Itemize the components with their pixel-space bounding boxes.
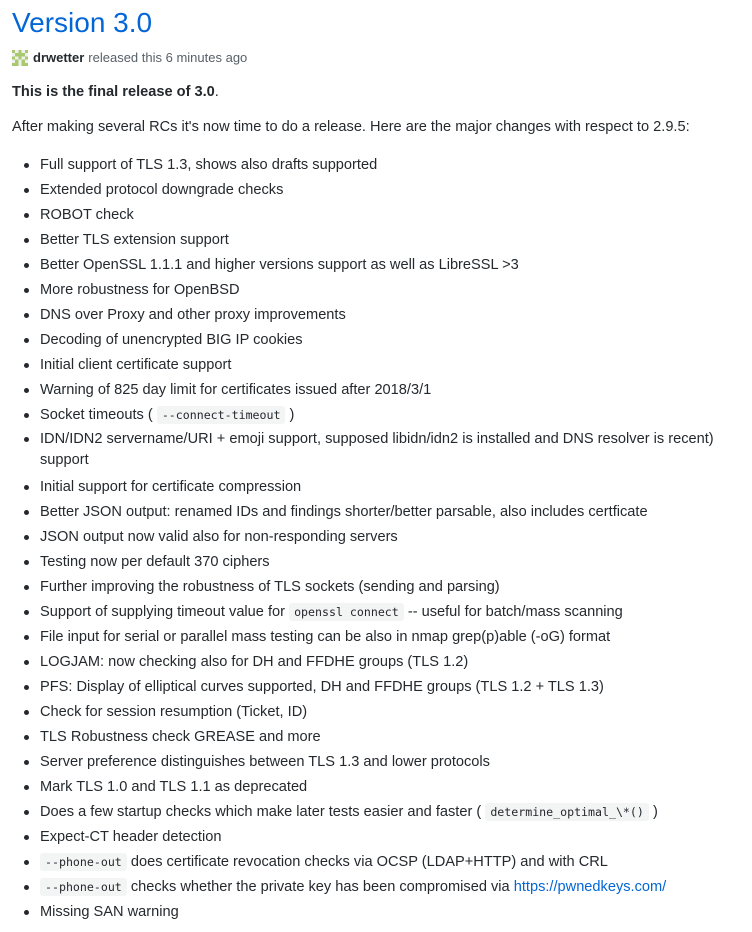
list-item: Missing SAN warning <box>40 900 740 925</box>
list-item: Expect-CT header detection <box>40 825 740 850</box>
list-item: PFS: Display of elliptical curves supported, DH and FFDHE groups (TLS 1.2 + TLS 1.3) <box>40 675 740 700</box>
list-item: JSON output now valid also for non-responding servers <box>40 525 740 550</box>
release-meta <box>12 48 740 68</box>
item-text: Does a few startup checks which make later tests easier and faster ( <box>40 803 482 820</box>
list-item: IDN/IDN2 servername/URI + emoji support, supposed libidn/idn2 is installed and DNS resolver is recent) support <box>40 428 740 475</box>
item-text: does certificate revocation checks via OCSP (LDAP+HTTP) and with CRL <box>130 853 608 870</box>
item-text: Support of supplying timeout value for <box>40 603 285 620</box>
connect-timeout-code: --connect-timeout <box>157 406 286 424</box>
list-item: Mark TLS 1.0 and TLS 1.1 as deprecated <box>40 775 740 800</box>
item-text: -- useful for batch/mass scanning <box>407 603 623 620</box>
release-title[interactable]: Version 3.0 <box>12 7 153 38</box>
list-item: Better OpenSSL 1.1.1 and higher versions support as well as LibreSSL >3 <box>40 253 740 278</box>
phone-out-code: --phone-out <box>40 853 127 871</box>
list-item: Testing now per default 370 ciphers <box>40 550 740 575</box>
list-item: Server preference distinguishes between TLS 1.3 and lower protocols <box>40 750 740 775</box>
list-item: File input for serial or parallel mass testing can be also in nmap grep(p)able (-oG) format <box>40 625 740 650</box>
list-item <box>40 403 740 428</box>
list-item: Initial client certificate support <box>40 353 740 378</box>
list-item <box>40 600 740 625</box>
item-text: ) <box>289 406 295 423</box>
list-item: ROBOT check <box>40 203 740 228</box>
identicon-icon[interactable] <box>12 50 28 66</box>
release-time: released this 6 minutes ago <box>88 50 248 66</box>
list-item: Better TLS extension support <box>40 228 740 253</box>
list-item: Warning of 825 day limit for certificates issued after 2018/3/1 <box>40 378 740 403</box>
openssl-connect-code: openssl connect <box>289 603 404 621</box>
list-item <box>40 800 740 825</box>
list-item: Initial support for certificate compression <box>40 475 740 500</box>
list-item <box>40 875 740 900</box>
author-link[interactable]: drwetter <box>33 50 85 66</box>
pwnedkeys-link[interactable]: https://pwnedkeys.com/ <box>513 878 667 895</box>
item-text: ) <box>652 803 658 820</box>
list-item <box>40 850 740 875</box>
list-item: LOGJAM: now checking also for DH and FFDHE groups (TLS 1.2) <box>40 650 740 675</box>
list-item: Further improving the robustness of TLS sockets (sending and parsing) <box>40 575 740 600</box>
list-item: DNS over Proxy and other proxy improvements <box>40 303 740 328</box>
final-release-note <box>12 82 740 104</box>
phone-out-code: --phone-out <box>40 878 127 896</box>
list-item: TLS Robustness check GREASE and more <box>40 725 740 750</box>
item-text: checks whether the private key has been compromised via <box>130 878 510 895</box>
list-item: Decoding of unencrypted BIG IP cookies <box>40 328 740 353</box>
list-item: Better JSON output: renamed IDs and findings shorter/better parsable, also includes certficate <box>40 500 740 525</box>
list-item: Extended protocol downgrade checks <box>40 178 740 203</box>
final-release-period: . <box>214 84 219 100</box>
changes-list <box>12 153 740 925</box>
list-item: More robustness for OpenBSD <box>40 278 740 303</box>
list-item: Check for session resumption (Ticket, ID) <box>40 700 740 725</box>
list-item: Full support of TLS 1.3, shows also drafts supported <box>40 153 740 178</box>
item-text: Socket timeouts ( <box>40 406 153 423</box>
intro-paragraph: After making several RCs it's now time to do a release. Here are the major changes with respect to 2.9.5: <box>12 118 690 135</box>
release-notes <box>12 82 740 925</box>
final-release-text: This is the final release of 3.0 <box>12 84 215 100</box>
determine-optimal-code: determine_optimal_\*() <box>485 803 649 821</box>
